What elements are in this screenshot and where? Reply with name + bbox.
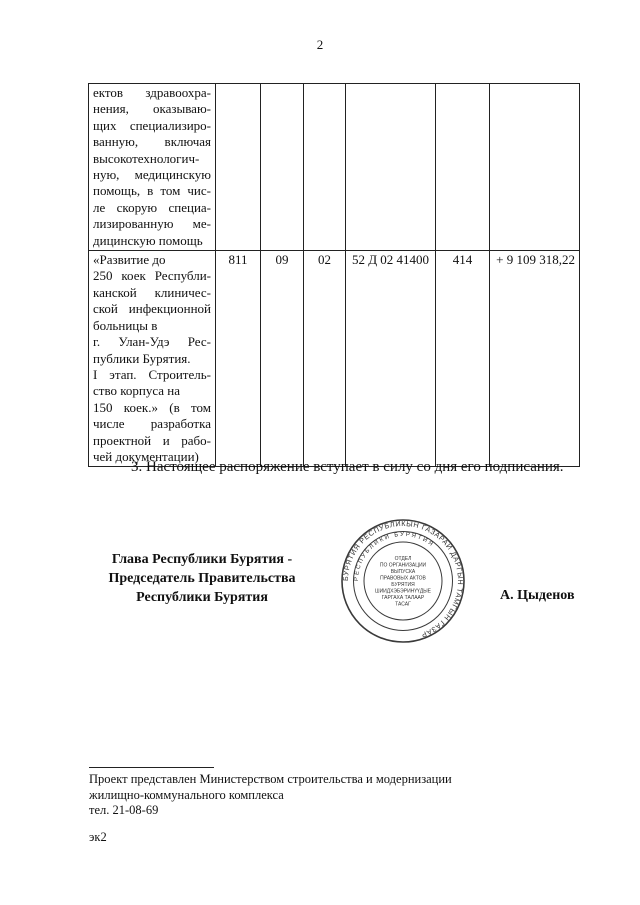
description-line: 250 коек Республи- [93,268,211,284]
table-cell: 52 Д 02 41400 [346,251,436,467]
description-line: проектной и рабо- [93,432,211,448]
description-line: дицинскую помощь [93,232,203,248]
description-line: ванную, включая [93,134,211,150]
description-line: ную, медицинскую [93,167,211,183]
signer-name: А. Цыденов [500,588,575,603]
seal-outer-text: БУРЯТИЯ РЕСПУБЛИКЫН ГАЗАРАЙ ДАРГЫН ТАМГЫН ГАЗАР [340,518,466,640]
footnote-divider [89,767,214,768]
table-cell [304,84,346,251]
seal-center-line: ПО ОРГАНИЗАЦИИ [379,562,427,569]
description-line: г. Улан-Удэ Рес- [93,334,211,350]
table-cell [346,84,436,251]
footnote-line: тел. 21-08-69 [89,803,159,817]
description-line: ской инфекционной [93,301,211,317]
seal-center-line: ВЫПУСКА [390,569,416,575]
order-paragraph: 3. Настоящее распоряжение вступает в силу со дня его подписания. [131,459,564,475]
description-line: ле скорую специа- [93,199,211,215]
description-line: помощь, в том чис- [93,183,211,199]
row-description [89,84,216,251]
description-line: «Развитие до [93,252,166,268]
description-line: высокотехнологич- [93,150,200,166]
description-line: I этап. Строитель- [93,366,211,382]
budget-table [88,83,580,467]
description-line: числе разработка [93,416,211,432]
description-line: ство корпуса на [93,383,181,399]
page-number: 2 [316,37,324,52]
official-seal [340,518,466,644]
description-line: канской клиничес- [93,284,211,300]
seal-center-line: ОТДЕЛ [394,556,412,562]
seal-center-line: ШИИДХЭБЭРИНҮҮДЫЕ [375,588,431,595]
table-cell: 811 [216,251,261,467]
signatory-title-line: Председатель Правительства [108,571,296,586]
signatory-title-line: Республики Бурятия [136,590,268,605]
table-cell [261,84,304,251]
footnote [89,772,452,819]
footnote-line: Проект представлен Министерством строительства и модернизации [89,772,452,786]
seal-center-line: БУРЯТИЯ [391,582,415,588]
description-line: нения, оказываю- [93,101,211,117]
table-cell [436,84,490,251]
description-line: публики Бурятия. [93,350,191,366]
table-cell: 09 [261,251,304,467]
signatory-title-line: Глава Республики Бурятия - [111,552,293,567]
seal-inner-text: РЕСПУБЛИКИ БУРЯТИЯ [353,531,436,582]
seal-center-line: ТАСАГ [395,601,411,608]
description-line: чей документации) [93,448,199,464]
table-cell: 02 [304,251,346,467]
table-cell: 414 [436,251,490,467]
footnote-line: жилищно-коммунального комплекса [89,787,284,802]
table-row [89,84,580,251]
description-line: ектов здравоохра- [93,85,211,100]
signatory-title [82,550,322,607]
description-line: больницы в [93,317,158,333]
table-cell [490,84,580,251]
row-description [89,251,216,467]
table-row [89,251,580,467]
seal-center-line: ГАРГАХА ТАЛААР [381,595,425,601]
description-line: 150 коек.» (в том [93,399,211,415]
seal-center-line: ПРАВОВЫХ АКТОВ [380,575,426,582]
document-code: эк2 [89,830,107,844]
table-cell: + 9 109 318,22 [490,251,580,467]
table-cell [216,84,261,251]
description-line: лизированную ме- [93,216,211,232]
description-line: щих специализиро- [93,117,211,133]
